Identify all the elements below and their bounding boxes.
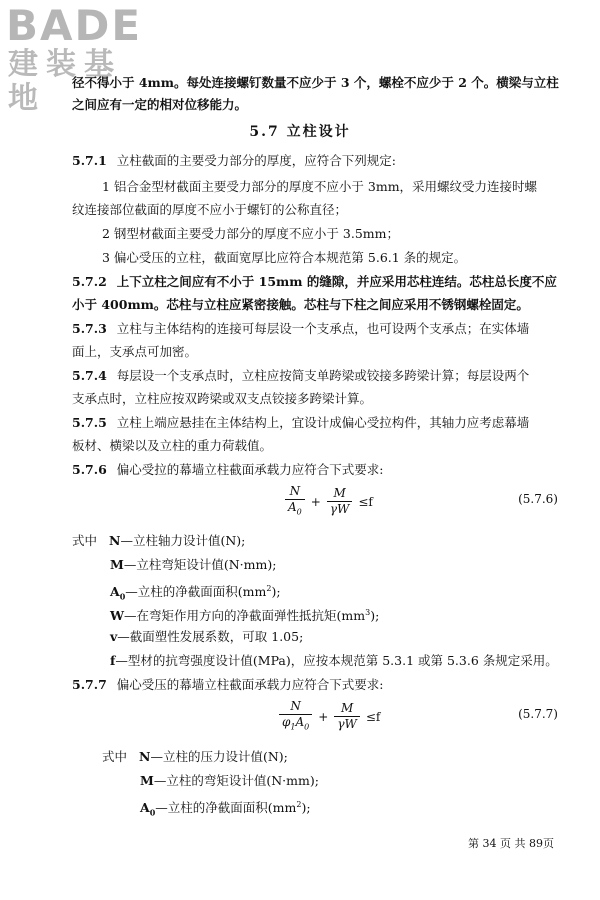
clause-number: 5.7.2 — [72, 274, 107, 289]
clause-number: 5.7.7 — [72, 677, 107, 692]
where-N: 式中 N—立柱轴力设计值(N); — [72, 533, 246, 548]
where-f: f—型材的抗弯强度设计值(MPa)，应按本规范第 5.3.1 或第 5.3.6 条规定采用。 — [110, 653, 558, 668]
clause-5-7-4-line2: 支承点时，立柱应按双跨梁或双支点铰接多跨梁计算。 — [72, 391, 373, 406]
where-W: W—在弯矩作用方向的净截面弹性抵抗矩$(mm^3)$; — [110, 608, 380, 624]
where-M: M—立柱弯矩设计值(N·mm); — [110, 557, 277, 572]
clause-text: 每层设一个支承点时，立柱应按简支单跨梁或铰接多跨梁计算；每层设两个 — [116, 368, 530, 383]
clause-text: 立柱截面的主要受力部分的厚度，应符合下列规定: — [116, 153, 397, 168]
clause-5-7-4 — [72, 367, 529, 385]
clause-5-7-2 — [72, 273, 557, 291]
equation-number: (5.7.6) — [518, 492, 558, 506]
fraction-n-phi-a0: $\frac{N}{\varphi_1A_0}$ — [279, 699, 312, 734]
clause-text: 上下立柱之间应有不小于 15mm 的缝隙，并应采用芯柱连结。芯柱总长度不应 — [116, 274, 557, 289]
clause-text: 偏心受拉的幕墙立柱截面承载力应符合下式要求: — [116, 462, 384, 477]
top-text-line2: 之间应有一定的相对位移能力。 — [72, 97, 248, 112]
clause-number: 5.7.5 — [72, 415, 107, 430]
where2-N: 式中 N—立柱的压力设计值(N); — [102, 749, 288, 764]
where-A0: $A_0—$立柱的净截面面积$(mm^2)$; — [110, 584, 281, 602]
clause-5-7-5-line2: 板材、横梁以及立柱的重力荷载值。 — [72, 438, 273, 453]
clause-number: 5.7.6 — [72, 462, 107, 477]
clause-5-7-1 — [72, 152, 396, 170]
clause-text: 立柱与主体结构的连接可每层设一个支承点，也可设两个支承点；在实体墙 — [116, 321, 530, 336]
clause-number: 5.7.1 — [72, 153, 107, 168]
formula-5-7-7: $\frac{N}{\varphi_1A_0}$ + $\frac{M}{\gamma W}$ ≤f — [276, 699, 383, 734]
where2-A0: $A_0—$立柱的净截面面积$(mm^2)$; — [140, 800, 311, 818]
fraction-m-gw: $\frac{M}{\gamma W}$ — [334, 701, 360, 732]
top-text-line1: 径不得小于 4mm。每处连接螺钉数量不应少于 3 个，螺栓不应少于 2 个。横梁与立柱 — [72, 75, 559, 90]
clause-5-7-3 — [72, 320, 529, 338]
item-3: 3 偏心受压的立柱，截面宽厚比应符合本规范第 5.6.1 条的规定。 — [102, 250, 467, 265]
where2-M: M—立柱的弯矩设计值(N·mm); — [140, 773, 319, 788]
item-2: 2 钢型材截面主要受力部分的厚度不应小于 3.5mm； — [102, 226, 399, 241]
clause-text: 偏心受压的幕墙立柱截面承载力应符合下式要求: — [116, 677, 384, 692]
section-title: 5.7 立柱设计 — [249, 124, 351, 140]
page-footer: 第 34 页 共 89页 — [468, 837, 554, 850]
clause-5-7-7 — [72, 676, 384, 694]
fraction-n-a0: $\frac{N}{A_0}$ — [285, 484, 305, 519]
clause-number: 5.7.4 — [72, 368, 107, 383]
clause-5-7-2-line2: 小于 400mm。芯柱与立柱应紧密接触。芯柱与下柱之间应采用不锈钢螺栓固定。 — [72, 297, 529, 312]
clause-number: 5.7.3 — [72, 321, 107, 336]
item-1-line2: 纹连接部位截面的厚度不应小于螺钉的公称直径； — [72, 202, 348, 217]
formula-5-7-6: $\frac{N}{A_0}$ + $\frac{M}{\gamma W}$ ≤f — [282, 484, 376, 519]
clause-5-7-6 — [72, 461, 384, 479]
item-1-line1: 1 铝合金型材截面主要受力部分的厚度不应小于 3mm，采用螺纹受力连接时螺 — [102, 179, 538, 194]
where-v: v—截面塑性发展系数，可取 1.05; — [110, 629, 304, 644]
clause-5-7-3-line2: 面上，支承点可加密。 — [72, 344, 198, 359]
logo-brand: BADE — [6, 1, 143, 50]
equation-number: (5.7.7) — [518, 707, 558, 721]
clause-5-7-5 — [72, 414, 529, 432]
logo-tagline: 建装基地 — [8, 47, 122, 116]
clause-text: 立柱上端应悬挂在主体结构上，宜设计成偏心受拉构件，其轴力应考虑幕墙 — [116, 415, 530, 430]
fraction-m-vw: $\frac{M}{\gamma W}$ — [327, 486, 353, 517]
